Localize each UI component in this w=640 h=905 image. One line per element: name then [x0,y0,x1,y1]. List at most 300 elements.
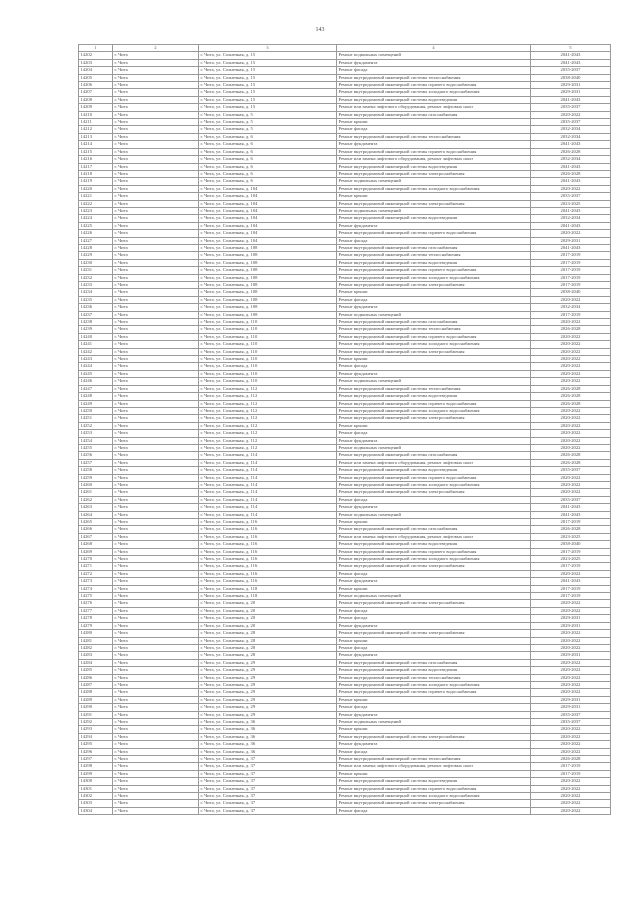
table-row [79,311,611,318]
row-work-type: Ремонт внутридомовой инженерной системы теплоснабжения [337,133,531,140]
table-row [79,726,611,733]
row-work-type: Ремонт крыши [337,696,531,703]
row-number: 14251 [79,415,113,422]
row-number: 14242 [79,348,113,355]
row-years: 2041-2043 [531,244,611,251]
row-address: г. Чита, ул. Солнечная, д. 110 [199,363,337,370]
row-number: 14257 [79,459,113,466]
table-row [79,259,611,266]
row-locality: г. Чита [113,259,199,266]
row-work-type: Ремонт внутридомовой инженерной системы холодного водоснабжения [337,681,531,688]
row-years: 2020-2022 [531,570,611,577]
table-row [79,215,611,222]
row-locality: г. Чита [113,741,199,748]
row-work-type: Ремонт подвальных помещений [337,511,531,518]
table-row [79,533,611,540]
row-years: 2020-2022 [531,481,611,488]
table-row [79,363,611,370]
row-years: 2032-2034 [531,215,611,222]
row-locality: г. Чита [113,637,199,644]
row-years: 2029-2031 [531,237,611,244]
row-number: 14215 [79,148,113,155]
row-number: 14265 [79,519,113,526]
row-number: 14220 [79,185,113,192]
row-years: 2020-2022 [531,370,611,377]
row-number: 14287 [79,681,113,688]
row-address: г. Чита, ул. Солнечная, д. 114 [199,511,337,518]
row-years: 2035-2037 [531,193,611,200]
row-address: г. Чита, ул. Солнечная, д. 116 [199,541,337,548]
table-row [79,207,611,214]
row-address: г. Чита, ул. Солнечная, д. 114 [199,452,337,459]
row-work-type: Ремонт внутридомовой инженерной системы электроснабжения [337,170,531,177]
row-locality: г. Чита [113,148,199,155]
table-row [79,356,611,363]
row-address: г. Чита, ул. Солнечная, д. 15 [199,67,337,74]
table-row [79,541,611,548]
row-number: 14202 [79,52,113,59]
table-row [79,326,611,333]
row-work-type: Ремонт крыши [337,422,531,429]
row-years: 2020-2022 [531,800,611,807]
row-address: г. Чита, ул. Солнечная, д. 15 [199,82,337,89]
row-number: 14302 [79,793,113,800]
row-locality: г. Чита [113,82,199,89]
row-years: 2020-2022 [531,726,611,733]
column-number-3: 3 [199,45,337,52]
table-row [79,704,611,711]
row-years: 2020-2022 [531,415,611,422]
row-number: 14238 [79,319,113,326]
row-work-type: Ремонт внутридомовой инженерной системы электроснабжения [337,733,531,740]
row-address: г. Чита, ул. Солнечная, д. 15 [199,74,337,81]
row-work-type: Ремонт крыши [337,726,531,733]
row-locality: г. Чита [113,341,199,348]
table-row [79,222,611,229]
row-years: 2032-2034 [531,156,611,163]
row-locality: г. Чита [113,763,199,770]
row-locality: г. Чита [113,630,199,637]
table-row [79,333,611,340]
row-years: 2020-2022 [531,474,611,481]
row-number: 14281 [79,637,113,644]
row-address: г. Чита, ул. Солнечная, д. 15 [199,59,337,66]
table-row [79,252,611,259]
row-number: 14269 [79,548,113,555]
row-address: г. Чита, ул. Солнечная, д. 104 [199,200,337,207]
row-work-type: Ремонт фундамента [337,222,531,229]
row-years: 2038-2040 [531,541,611,548]
table-row [79,52,611,59]
row-number: 14268 [79,541,113,548]
row-number: 14275 [79,593,113,600]
row-address: г. Чита, ул. Солнечная, д. 104 [199,185,337,192]
row-address: г. Чита, ул. Солнечная, д. 20 [199,615,337,622]
column-number-row [79,45,611,52]
row-years: 2017-2019 [531,252,611,259]
row-number: 14236 [79,304,113,311]
table-row [79,193,611,200]
table-row [79,689,611,696]
row-work-type: Ремонт фасада [337,296,531,303]
row-years: 2035-2037 [531,119,611,126]
row-address: г. Чита, ул. Солнечная, д. 29 [199,659,337,666]
table-row [79,289,611,296]
row-years: 2020-2022 [531,422,611,429]
row-address: г. Чита, ул. Солнечная, д. 110 [199,319,337,326]
row-years: 2017-2019 [531,274,611,281]
row-years: 2035-2037 [531,496,611,503]
row-number: 14210 [79,111,113,118]
column-number-1: 1 [79,45,113,52]
table-row [79,393,611,400]
row-number: 14280 [79,630,113,637]
row-address: г. Чита, ул. Солнечная, д. 116 [199,578,337,585]
row-work-type: Ремонт фасада [337,496,531,503]
row-work-type: Ремонт внутридомовой инженерной системы электроснабжения [337,563,531,570]
row-locality: г. Чита [113,689,199,696]
row-number: 14234 [79,289,113,296]
row-address: г. Чита, ул. Солнечная, д. 29 [199,696,337,703]
row-work-type: Ремонт фасада [337,570,531,577]
row-locality: г. Чита [113,326,199,333]
row-years: 2023-2025 [531,200,611,207]
row-work-type: Ремонт фасада [337,67,531,74]
table-row [79,763,611,770]
row-years: 2020-2022 [531,681,611,688]
row-work-type: Ремонт внутридомовой инженерной системы теплоснабжения [337,385,531,392]
table-row [79,400,611,407]
row-address: г. Чита, ул. Солнечная, д. 5 [199,111,337,118]
row-locality: г. Чита [113,659,199,666]
row-locality: г. Чита [113,170,199,177]
row-years: 2017-2019 [531,282,611,289]
table-row [79,111,611,118]
row-number: 14248 [79,393,113,400]
row-locality: г. Чита [113,415,199,422]
row-work-type: Ремонт внутридомовой инженерной системы водоотведения [337,393,531,400]
row-address: г. Чита, ул. Солнечная, д. 6 [199,148,337,155]
row-address: г. Чита, ул. Солнечная, д. 112 [199,415,337,422]
row-years: 2029-2031 [531,704,611,711]
table-row [79,770,611,777]
row-years: 2020-2022 [531,793,611,800]
row-locality: г. Чита [113,319,199,326]
table-row [79,748,611,755]
row-number: 14227 [79,237,113,244]
row-address: г. Чита, ул. Солнечная, д. 37 [199,800,337,807]
row-address: г. Чита, ул. Солнечная, д. 15 [199,89,337,96]
row-years: 2029-2031 [531,82,611,89]
row-work-type: Ремонт подвальных помещений [337,378,531,385]
row-work-type: Ремонт крыши [337,770,531,777]
row-work-type: Ремонт внутридомовой инженерной системы горячего водоснабжения [337,400,531,407]
row-locality: г. Чита [113,504,199,511]
row-locality: г. Чита [113,785,199,792]
row-work-type: Ремонт внутридомовой инженерной системы электроснабжения [337,348,531,355]
row-locality: г. Чита [113,563,199,570]
row-years: 2017-2019 [531,770,611,777]
row-locality: г. Чита [113,74,199,81]
row-years: 2020-2022 [531,659,611,666]
table-row [79,163,611,170]
row-work-type: Ремонт внутридомовой инженерной системы водоотведения [337,215,531,222]
row-locality: г. Чита [113,400,199,407]
row-years: 2020-2022 [531,748,611,755]
row-years: 2020-2022 [531,807,611,814]
row-address: г. Чита, ул. Солнечная, д. 110 [199,341,337,348]
row-years: 2020-2022 [531,785,611,792]
row-number: 14240 [79,333,113,340]
table-row [79,141,611,148]
row-work-type: Ремонт внутридомовой инженерной системы электроснабжения [337,800,531,807]
row-years: 2020-2022 [531,667,611,674]
table-row [79,585,611,592]
table-row [79,526,611,533]
row-years: 2020-2022 [531,630,611,637]
table-row [79,778,611,785]
row-locality: г. Чита [113,156,199,163]
row-years: 2020-2022 [531,489,611,496]
row-locality: г. Чита [113,667,199,674]
row-address: г. Чита, ул. Солнечная, д. 15 [199,52,337,59]
table-row [79,89,611,96]
row-locality: г. Чита [113,593,199,600]
row-number: 14211 [79,119,113,126]
row-locality: г. Чита [113,274,199,281]
row-years: 2026-2028 [531,385,611,392]
table-row [79,59,611,66]
row-address: г. Чита, ул. Солнечная, д. 6 [199,133,337,140]
table-row [79,407,611,414]
row-locality: г. Чита [113,141,199,148]
row-work-type: Ремонт фундамента [337,578,531,585]
row-work-type: Ремонт внутридомовой инженерной системы теплоснабжения [337,756,531,763]
table-row [79,156,611,163]
table-row [79,800,611,807]
row-locality: г. Чита [113,674,199,681]
row-work-type: Ремонт внутридомовой инженерной системы водоотведения [337,467,531,474]
row-locality: г. Чита [113,207,199,214]
row-address: г. Чита, ул. Солнечная, д. 108 [199,267,337,274]
row-years: 2041-2043 [531,96,611,103]
row-work-type: Ремонт фасада [337,644,531,651]
row-work-type: Ремонт фундамента [337,504,531,511]
row-number: 14298 [79,763,113,770]
row-locality: г. Чита [113,104,199,111]
row-address: г. Чита, ул. Солнечная, д. 110 [199,356,337,363]
table-row [79,519,611,526]
table-row [79,607,611,614]
row-work-type: Ремонт внутридомовой инженерной системы горячего водоснабжения [337,689,531,696]
row-locality: г. Чита [113,444,199,451]
row-work-type: Ремонт или замена лифтового оборудования, ремонт лифтовых шахт [337,459,531,466]
row-years: 2023-2025 [531,533,611,540]
table-row [79,126,611,133]
row-address: г. Чита, ул. Солнечная, д. 29 [199,681,337,688]
row-years: 2035-2037 [531,718,611,725]
row-years: 2026-2028 [531,756,611,763]
row-locality: г. Чита [113,474,199,481]
row-years: 2035-2037 [531,104,611,111]
row-address: г. Чита, ул. Солнечная, д. 116 [199,563,337,570]
row-years: 2026-2028 [531,459,611,466]
row-locality: г. Чита [113,778,199,785]
row-years: 2020-2022 [531,733,611,740]
row-work-type: Ремонт внутридомовой инженерной системы газоснабжения [337,659,531,666]
table-row [79,274,611,281]
row-number: 14261 [79,489,113,496]
row-address: г. Чита, ул. Солнечная, д. 108 [199,289,337,296]
row-locality: г. Чита [113,511,199,518]
row-work-type: Ремонт фундамента [337,59,531,66]
table-row [79,556,611,563]
row-years: 2026-2028 [531,326,611,333]
row-work-type: Ремонт внутридомовой инженерной системы холодного водоснабжения [337,556,531,563]
table-row [79,437,611,444]
row-address: г. Чита, ул. Солнечная, д. 15 [199,104,337,111]
row-number: 14297 [79,756,113,763]
row-work-type: Ремонт внутридомовой инженерной системы горячего водоснабжения [337,267,531,274]
table-row [79,74,611,81]
row-work-type: Ремонт внутридомовой инженерной системы электроснабжения [337,282,531,289]
row-number: 14263 [79,504,113,511]
row-years: 2029-2031 [531,696,611,703]
row-work-type: Ремонт внутридомовой инженерной системы холодного водоснабжения [337,793,531,800]
row-locality: г. Чита [113,800,199,807]
row-number: 14304 [79,807,113,814]
table-row [79,615,611,622]
row-number: 14237 [79,311,113,318]
row-locality: г. Чита [113,607,199,614]
page-number: 143 [315,27,325,33]
table-row [79,444,611,451]
row-work-type: Ремонт внутридомовой инженерной системы холодного водоснабжения [337,407,531,414]
row-number: 14221 [79,193,113,200]
table-row [79,341,611,348]
row-years: 2017-2019 [531,548,611,555]
row-address: г. Чита, ул. Солнечная, д. 104 [199,222,337,229]
row-years: 2032-2034 [531,304,611,311]
table-row [79,681,611,688]
row-number: 14273 [79,578,113,585]
row-locality: г. Чита [113,200,199,207]
row-locality: г. Чита [113,252,199,259]
row-number: 14301 [79,785,113,792]
row-locality: г. Чита [113,459,199,466]
row-locality: г. Чита [113,119,199,126]
row-address: г. Чита, ул. Солнечная, д. 110 [199,333,337,340]
row-work-type: Ремонт внутридомовой инженерной системы электроснабжения [337,415,531,422]
row-work-type: Ремонт внутридомовой инженерной системы электроснабжения [337,489,531,496]
row-years: 2017-2019 [531,593,611,600]
row-years: 2020-2022 [531,363,611,370]
row-locality: г. Чита [113,615,199,622]
row-locality: г. Чита [113,393,199,400]
row-number: 14243 [79,356,113,363]
table-row [79,430,611,437]
row-address: г. Чита, ул. Солнечная, д. 108 [199,274,337,281]
row-locality: г. Чита [113,496,199,503]
table-row [79,696,611,703]
row-years: 2032-2034 [531,126,611,133]
row-work-type: Ремонт подвальных помещений [337,593,531,600]
row-locality: г. Чита [113,193,199,200]
row-locality: г. Чита [113,385,199,392]
row-years: 2026-2028 [531,148,611,155]
row-address: г. Чита, ул. Солнечная, д. 6 [199,156,337,163]
row-locality: г. Чита [113,704,199,711]
row-years: 2020-2022 [531,430,611,437]
table-row [79,67,611,74]
row-years: 2017-2019 [531,259,611,266]
row-address: г. Чита, ул. Солнечная, д. 108 [199,304,337,311]
row-locality: г. Чита [113,356,199,363]
row-address: г. Чита, ул. Солнечная, д. 110 [199,378,337,385]
row-address: г. Чита, ул. Солнечная, д. 114 [199,489,337,496]
row-address: г. Чита, ул. Солнечная, д. 6 [199,163,337,170]
row-number: 14276 [79,600,113,607]
row-address: г. Чита, ул. Солнечная, д. 36 [199,748,337,755]
row-number: 14299 [79,770,113,777]
row-address: г. Чита, ул. Солнечная, д. 118 [199,585,337,592]
row-address: г. Чита, ул. Солнечная, д. 37 [199,756,337,763]
row-address: г. Чита, ул. Солнечная, д. 28 [199,644,337,651]
row-locality: г. Чита [113,430,199,437]
row-locality: г. Чита [113,718,199,725]
row-years: 2041-2043 [531,578,611,585]
row-address: г. Чита, ул. Солнечная, д. 29 [199,667,337,674]
row-work-type: Ремонт фасада [337,807,531,814]
row-number: 14258 [79,467,113,474]
row-work-type: Ремонт крыши [337,637,531,644]
row-address: г. Чита, ул. Солнечная, д. 110 [199,326,337,333]
row-number: 14233 [79,282,113,289]
table-row [79,733,611,740]
table-row [79,415,611,422]
row-number: 14283 [79,652,113,659]
row-locality: г. Чита [113,481,199,488]
row-address: г. Чита, ул. Солнечная, д. 114 [199,504,337,511]
row-locality: г. Чита [113,726,199,733]
row-locality: г. Чита [113,230,199,237]
row-address: г. Чита, ул. Солнечная, д. 29 [199,711,337,718]
row-number: 14291 [79,711,113,718]
row-years: 2020-2022 [531,319,611,326]
row-years: 2035-2037 [531,711,611,718]
row-work-type: Ремонт фасада [337,363,531,370]
row-number: 14226 [79,230,113,237]
row-number: 14239 [79,326,113,333]
row-number: 14292 [79,718,113,725]
row-number: 14249 [79,400,113,407]
row-address: г. Чита, ул. Солнечная, д. 20 [199,607,337,614]
row-number: 14224 [79,215,113,222]
row-work-type: Ремонт или замена лифтового оборудования, ремонт лифтовых шахт [337,156,531,163]
row-locality: г. Чита [113,681,199,688]
row-years: 2026-2028 [531,526,611,533]
table-row [79,578,611,585]
row-address: г. Чита, ул. Солнечная, д. 28 [199,652,337,659]
row-years: 2017-2019 [531,267,611,274]
row-address: г. Чита, ул. Солнечная, д. 37 [199,770,337,777]
row-locality: г. Чита [113,244,199,251]
row-locality: г. Чита [113,370,199,377]
row-address: г. Чита, ул. Солнечная, д. 110 [199,370,337,377]
row-years: 2020-2022 [531,437,611,444]
row-address: г. Чита, ул. Солнечная, д. 112 [199,422,337,429]
row-locality: г. Чита [113,452,199,459]
